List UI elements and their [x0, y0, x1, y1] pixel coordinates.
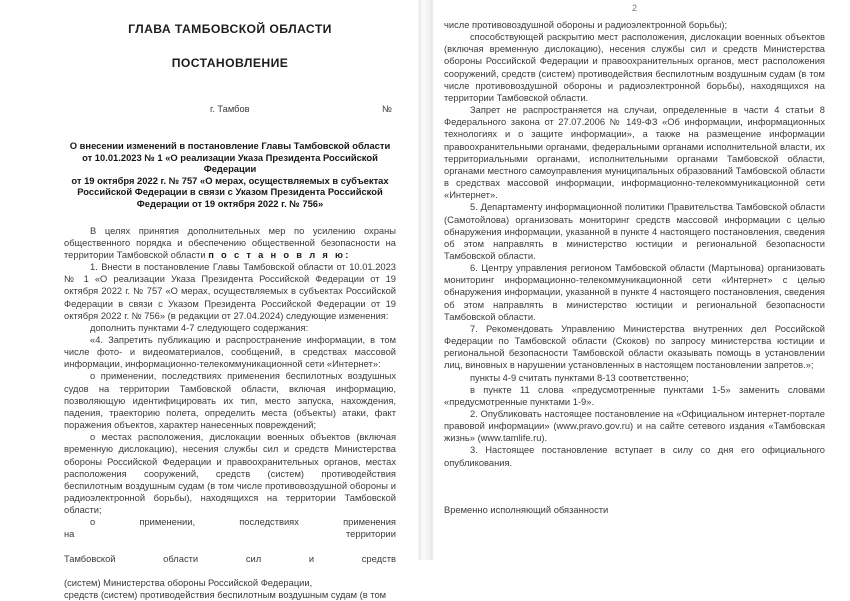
subject-line-4: от 19 октября 2022 г. № 757 «О мерах, осуществляемых в субъектах [71, 174, 389, 186]
page-1-body [64, 225, 396, 601]
paragraph-item-6: 6. Центру управления регионом Тамбовской области (Мартынова) организовать мониторинг информационно-телекоммуникационной сети «Интернет» с целью обнаружения информации, указанной в пункте 4 настоящего постановления, сведения об этом направлять в министерство юстиции и региональной безопасности Тамбовской области. [444, 263, 825, 322]
place-and-number-row [64, 104, 396, 118]
subject-line-6: Федерации от 19 октября 2022 г. № 756» [136, 197, 324, 209]
page-title: ГЛАВА ТАМБОВСКОЙ ОБЛАСТИ [128, 22, 332, 36]
paragraph-text: В целях принятия дополнительных мер по усилению охраны общественного порядка и обеспечению общественной безопасности на территории Тамбовской области [64, 225, 396, 260]
paragraph-renumber-items: пункты 4-9 считать пунктами 8-13 соответственно; [470, 372, 689, 383]
paragraph-add-items: дополнить пунктами 4-7 следующего содержания: [90, 322, 309, 333]
page-2-body [444, 19, 825, 469]
paragraph-military-locations: о местах расположения, дислокации военных объектов (включая временную дислокацию), несения службы сил и средств Министерства обороны Российской Федерации и правоохранительных органов, местах расположения сооружений, средств (систем) противодействия беспилотным воздушным судам (в том числе противовоздушной обороны и радиоэлектронной борьбы), находящихся на территории Тамбовской области; [64, 432, 396, 516]
signatory-title: Временно исполняющий обязанности [444, 504, 609, 515]
paragraph-disclosure-facilitating: способствующей раскрытию мест расположения, дислокации военных объектов (включая временную дислокацию), несения службы сил и средств Министерства обороны Российской Федерации и правоохранительных органов, мест расположения сооружений, средств (систем) противодействия беспилотным воздушным судам (в том числе противовоздушной обороны и радиоэлектронной борьбы), находящихся на территории Тамбовской области. [444, 32, 825, 103]
paragraph-forces-means-line-1: о применении, последствиях применения на территории [64, 517, 396, 540]
paragraph-forces-means-line-2: Тамбовской области сил и средств [64, 553, 396, 564]
paragraph-item-2-publication: 2. Опубликовать настоящее постановление на «Официальном интернет-портале правовой информации» (www.pravo.gov.ru) и на сайте сетевого издания «Тамбовская жизнь» (www.tamlife.ru). [444, 409, 825, 444]
document-type-heading: ПОСТАНОВЛЕНИЕ [171, 56, 289, 70]
postanovlyayu-keyword: п о с т а н о в л я ю: [208, 249, 351, 260]
page-number: 2 [631, 3, 637, 13]
signature-block [444, 505, 825, 515]
paragraph-item-7: 7. Рекомендовать Управлению Министерства внутренних дел Российской Федерации по Тамбовской области (Скоков) по запросу министерства юстиции и региональной безопасности Тамбовской области оказывать помощь в установлении лиц, виновных в нарушении установленных в настоящем постановлении запретов.»; [444, 323, 825, 371]
paragraph-item-4: «4. Запретить публикацию и распространение информации, в том числе фото- и видеоматериалов, сообщений, в средствах массовой информации, информационно-телекоммуникационной сети «Интернет»: [64, 334, 396, 370]
paragraph-continuation: числе противовоздушной обороны и радиоэлектронной борьбы); [444, 20, 728, 30]
paragraph-forces-means-line-4: средств (систем) противодействия беспилотным воздушным судам (в том [64, 590, 387, 601]
document-number-label: № [382, 104, 392, 114]
city-label: г. Тамбов [210, 104, 250, 114]
page-divider [418, 0, 434, 560]
paragraph-replace-wording: в пункте 11 слова «предусмотренные пунктами 1-5» заменить словами «предусмотренные пунктами 1-9». [444, 384, 825, 407]
document-page-1 [0, 0, 418, 601]
document-page-2 [434, 0, 850, 560]
paragraph-preamble-order [64, 225, 396, 261]
paragraph-forces-means-line-3: (систем) Министерства обороны Российской Федерации, [64, 578, 313, 589]
paragraph-uav-usage: о применении, последствиях применения беспилотных воздушных судов на территории Тамбовской области, включая информацию, позволяющую идентифицировать их тип, место запуска, нахождения, падения, траекторию полета, определить места (объекты) атаки, факт поражения объектов, характер нанесенных повреждений; [64, 371, 396, 431]
paragraph-item-3-effective-date: 3. Настоящее постановление вступает в силу со дня его официального опубликования. [444, 445, 825, 468]
subject-line-1: О внесении изменений в постановление Главы Тамбовской области [69, 140, 391, 151]
paragraph-item-5: 5. Департаменту информационной политики Правительства Тамбовской области (Самотойлова) организовать мониторинг средств массовой информации с целью обнаружения информации, указанной в пункте 4 настоящего постановления, сведения об этом направлять в министерство юстиции и региональной безопасности Тамбовской области. [444, 202, 825, 261]
document-subject-block [64, 140, 396, 210]
subject-line-3: Федерации [203, 163, 257, 175]
subject-line-5: Российской Федерации в связи с Указом Президента Российской [77, 186, 383, 198]
subject-line-2: от 10.01.2023 № 1 «О реализации Указа Президента Российской [82, 151, 378, 163]
paragraph-item-1: 1. Внести в постановление Главы Тамбовской области от 10.01.2023 № 1 «О реализации Указа Президента Российской Федерации от 19 октября 2022 г. № 757 «О мерах, осуществляемых в субъектах Российской Федерации в связи с Указом Президента Российской Федерации от 19 октября 2022 г. № 756» (в редакции от 27.04.2024) следующие изменения: [64, 262, 396, 321]
paragraph-ban-exceptions: Запрет не распространяется на случаи, определенные в части 4 статьи 8 Федерального закона от 27.07.2006 № 149-ФЗ «Об информации, информационных технологиях и о защите информации», а также на размещение информации правоохранительными органами, федеральными органами исполнительной власти, их территориальными органами, исполнительными органами Тамбовской области, органами местного самоуправления муниципальных образований Тамбовской области в средствах массовой информации, информационно-телекоммуникационной сети «Интернет». [444, 105, 825, 201]
